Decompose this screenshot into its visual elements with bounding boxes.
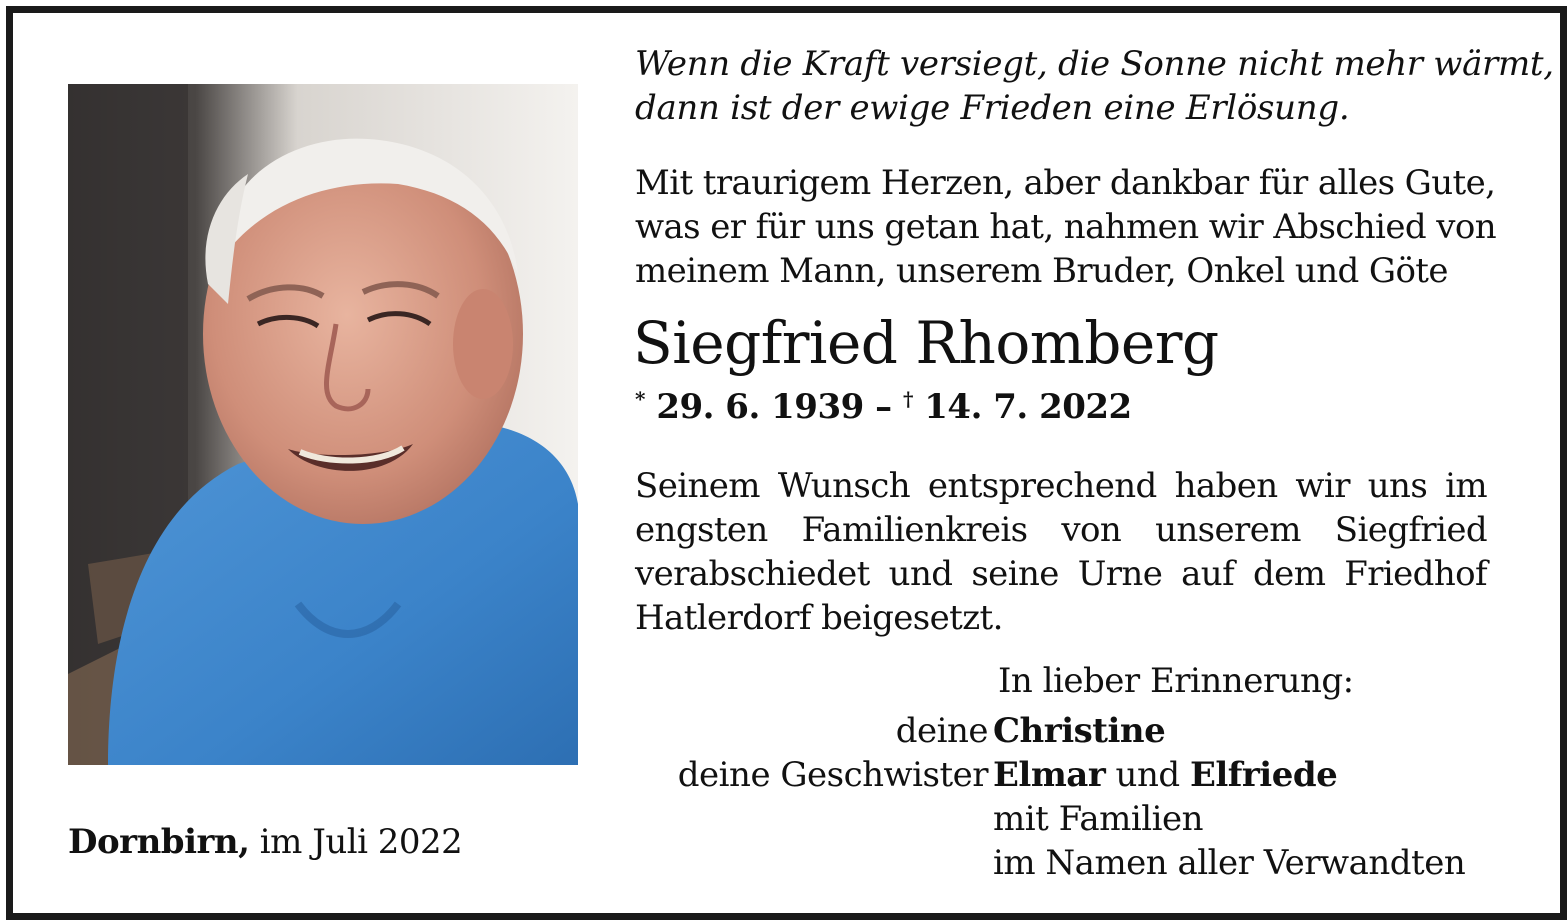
- place-city: Dornbirn,: [68, 822, 250, 862]
- deceased-name: Siegfried Rhomberg: [633, 309, 1219, 377]
- date-separator: –: [875, 387, 892, 427]
- mourner-name: Christine: [993, 711, 1166, 751]
- mourner-name: Elfriede: [1189, 755, 1338, 795]
- mourner-row: [560, 709, 1520, 753]
- death-symbol: †: [902, 387, 913, 411]
- motto-line: dann ist der ewige Frieden eine Erlösung.: [635, 88, 1350, 128]
- mourner-row: [560, 797, 1520, 841]
- motto-quote: [635, 42, 1554, 130]
- mourner-connector: und: [1105, 755, 1190, 795]
- mourner-row: [560, 841, 1520, 885]
- mourner-relation: deine Geschwister: [677, 755, 988, 795]
- notice-line: engsten Familienkreis von unserem Siegfried: [635, 510, 1487, 550]
- notice-line: Hatlerdorf beigesetzt.: [635, 598, 1003, 638]
- mourner-names: [993, 753, 1337, 797]
- mourner-name: Elmar: [993, 755, 1106, 795]
- mourner-names: [993, 709, 1165, 753]
- mourner-extra: mit Familien: [993, 799, 1204, 839]
- mourners-list: [560, 709, 1520, 885]
- death-date: 14. 7. 2022: [924, 387, 1132, 427]
- notice-line: Seinem Wunsch entsprechend haben wir uns im: [635, 466, 1487, 506]
- place-date-line: [68, 822, 462, 862]
- portrait-photo: [68, 84, 578, 765]
- life-dates: [635, 387, 1132, 427]
- birth-symbol: *: [635, 387, 645, 411]
- memory-heading: In lieber Erinnerung:: [998, 661, 1354, 701]
- mourner-relation: deine: [895, 711, 988, 751]
- intro-text: [635, 161, 1515, 293]
- funeral-notice: [635, 464, 1487, 640]
- intro-line: meinem Mann, unserem Bruder, Onkel und Göte: [635, 251, 1448, 291]
- place-date: im Juli 2022: [259, 822, 463, 862]
- motto-line: Wenn die Kraft versiegt, die Sonne nicht mehr wärmt,: [635, 44, 1554, 84]
- birth-date: 29. 6. 1939: [656, 387, 864, 427]
- intro-line: Mit traurigem Herzen, aber dankbar für alles Gute,: [635, 163, 1496, 203]
- mourner-extra: im Namen aller Verwandten: [993, 843, 1466, 883]
- notice-line: verabschiedet und seine Urne auf dem Friedhof: [635, 554, 1487, 594]
- mourner-row: [560, 753, 1520, 797]
- intro-line: was er für uns getan hat, nahmen wir Abschied von: [635, 207, 1496, 247]
